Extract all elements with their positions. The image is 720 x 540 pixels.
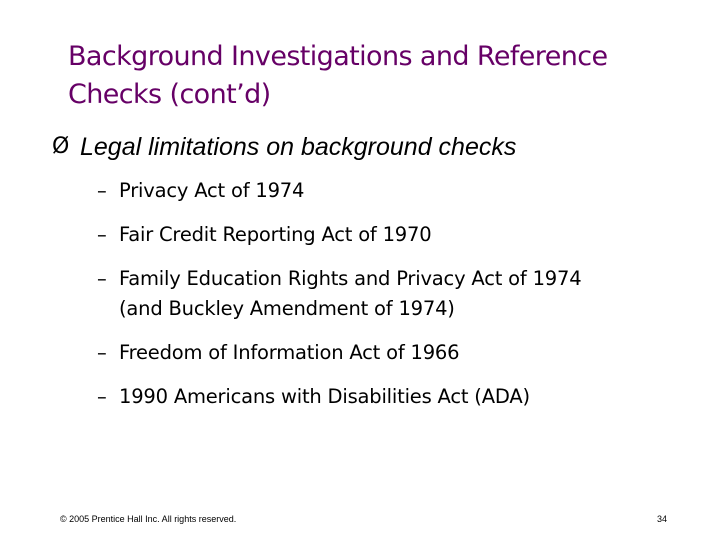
slide-title-line-2: Checks (cont’d)	[68, 79, 271, 110]
sub-bullet-fair-credit	[97, 220, 697, 250]
arrow-bullet-icon: Ø	[52, 134, 70, 159]
footer-copyright: © 2005 Prentice Hall Inc. All rights reserved.	[60, 514, 237, 524]
sub-bullet-text-continued: (and Buckley Amendment of 1974)	[119, 297, 455, 320]
sub-bullet-freedom-information	[97, 338, 697, 368]
sub-bullet-text: Family Education Rights and Privacy Act of 1974	[119, 267, 582, 290]
sub-bullet-text: Freedom of Information Act of 1966	[119, 341, 460, 364]
sub-bullet-privacy-act	[97, 176, 697, 206]
dash-bullet-icon: –	[97, 341, 107, 364]
main-bullet	[52, 131, 516, 163]
dash-bullet-icon: –	[97, 267, 107, 290]
sub-bullet-text: 1990 Americans with Disabilities Act (ADA)	[119, 385, 530, 408]
sub-bullet-family-education	[97, 264, 697, 324]
page-number: 34	[656, 514, 667, 524]
sub-bullet-text: Fair Credit Reporting Act of 1970	[119, 223, 432, 246]
sub-bullet-list	[97, 176, 697, 426]
slide-title	[68, 38, 688, 114]
sub-bullet-ada	[97, 382, 697, 412]
main-bullet-text: Legal limitations on background checks	[80, 133, 517, 161]
dash-bullet-icon: –	[97, 179, 107, 202]
dash-bullet-icon: –	[97, 223, 107, 246]
dash-bullet-icon: –	[97, 385, 107, 408]
sub-bullet-text: Privacy Act of 1974	[119, 179, 305, 202]
slide-title-line-1: Background Investigations and Reference	[68, 41, 608, 72]
